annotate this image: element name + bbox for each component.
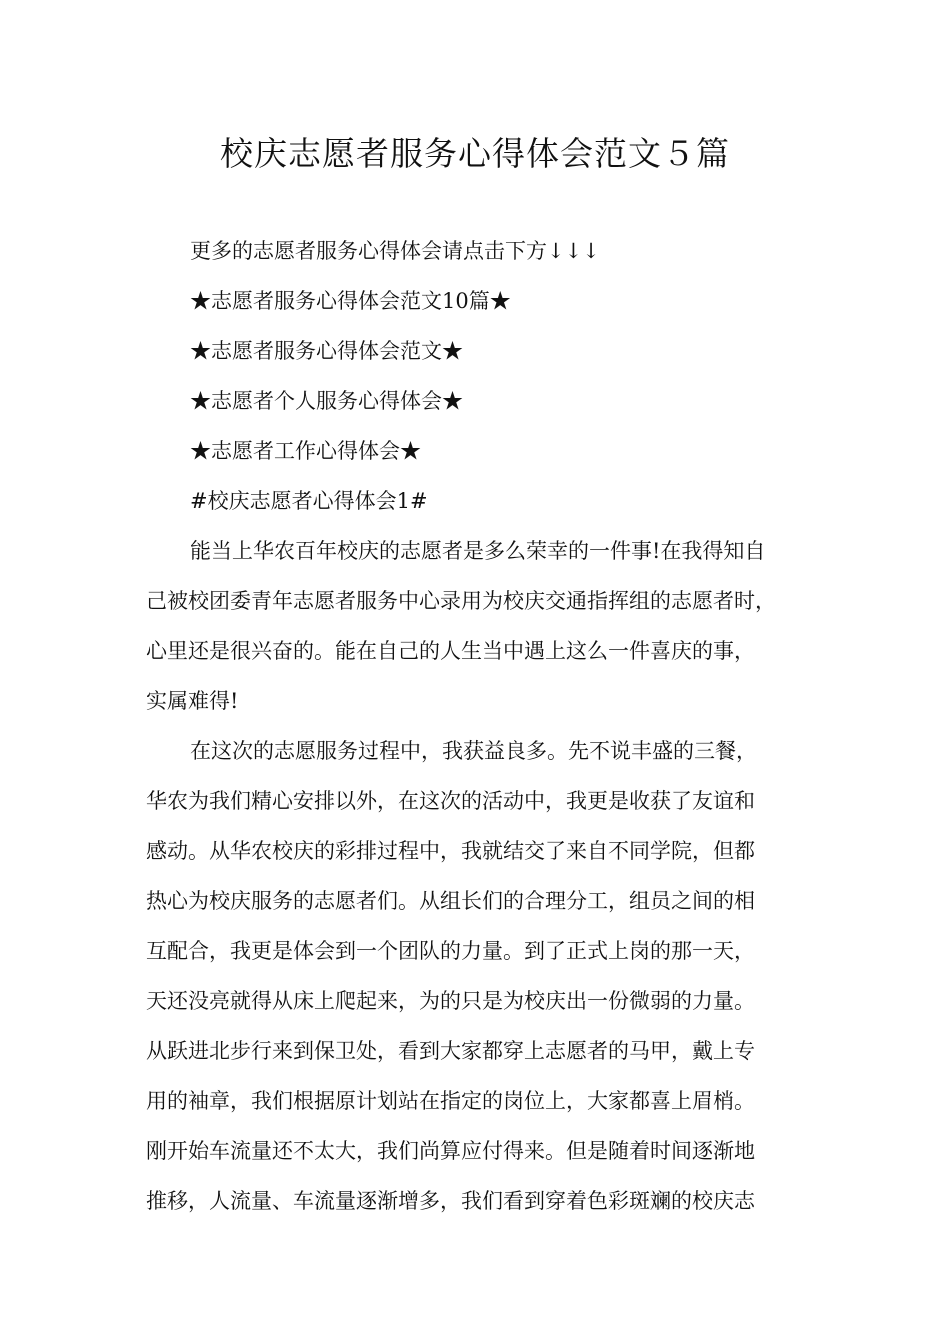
- text-line: 在这次的志愿服务过程中，我获益良多。先不说丰盛的三餐，: [190, 739, 757, 763]
- text-line: 心里还是很兴奋的。能在自己的人生当中遇上这么一件喜庆的事，: [146, 639, 755, 663]
- article-body: [146, 526, 818, 1226]
- text-line: 互配合，我更是体会到一个团队的力量。到了正式上岗的那一天，: [146, 939, 755, 963]
- text-line: 能当上华农百年校庆的志愿者是多么荣幸的一件事!在我得知自: [190, 539, 766, 563]
- paragraph-1: [146, 526, 818, 726]
- related-link-2[interactable]: ★志愿者服务心得体会范文★: [190, 339, 463, 363]
- section-heading: #校庆志愿者心得体会1#: [190, 489, 428, 513]
- page-title: 校庆志愿者服务心得体会范文５篇: [220, 134, 730, 173]
- related-link-1[interactable]: ★志愿者服务心得体会范文10篇★: [190, 289, 511, 313]
- intro-note: 更多的志愿者服务心得体会请点击下方↓↓↓: [190, 239, 600, 263]
- text-line: 刚开始车流量还不太大，我们尚算应付得来。但是随着时间逐渐地: [146, 1139, 755, 1163]
- text-line: 己被校团委青年志愿者服务中心录用为校庆交通指挥组的志愿者时，: [146, 589, 776, 613]
- intro-links: [190, 226, 830, 526]
- paragraph-2: [146, 726, 818, 1226]
- text-line: 天还没亮就得从床上爬起来，为的只是为校庆出一份微弱的力量。: [146, 989, 755, 1013]
- text-line: 实属难得!: [146, 689, 239, 713]
- text-line: 感动。从华农校庆的彩排过程中，我就结交了来自不同学院，但都: [146, 839, 755, 863]
- text-line: 用的袖章，我们根据原计划站在指定的岗位上，大家都喜上眉梢。: [146, 1089, 755, 1113]
- text-line: 热心为校庆服务的志愿者们。从组长们的合理分工，组员之间的相: [146, 889, 755, 913]
- text-line: 从跃进北步行来到保卫处，看到大家都穿上志愿者的马甲，戴上专: [146, 1039, 755, 1063]
- text-line: 推移，人流量、车流量逐渐增多，我们看到穿着色彩斑斓的校庆志: [146, 1189, 755, 1213]
- related-link-4[interactable]: ★志愿者工作心得体会★: [190, 439, 421, 463]
- text-line: 华农为我们精心安排以外，在这次的活动中，我更是收获了友谊和: [146, 789, 755, 813]
- related-link-3[interactable]: ★志愿者个人服务心得体会★: [190, 389, 463, 413]
